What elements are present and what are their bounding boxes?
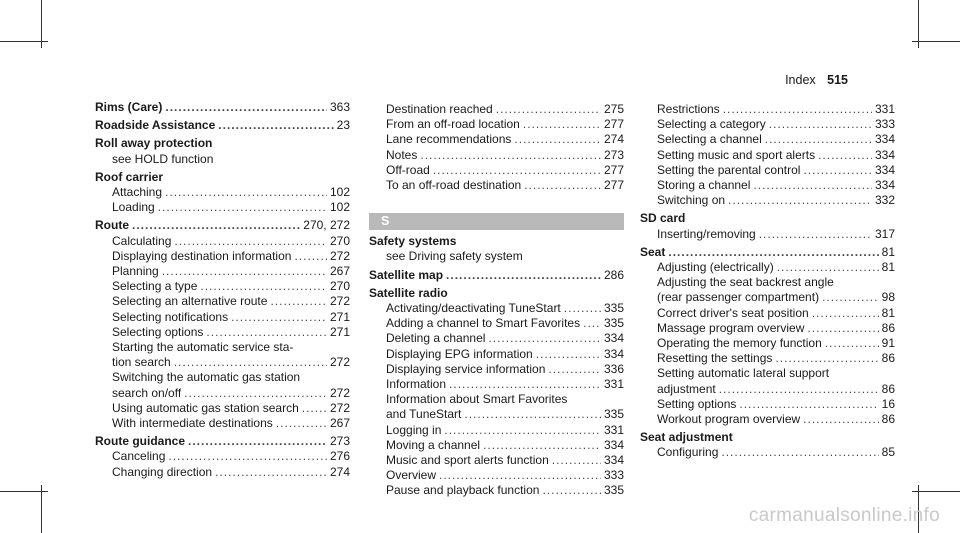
index-term [95,118,350,133]
entry-text: Switching the automatic gas station [112,370,301,385]
dot-leader [162,264,327,279]
dot-leader [721,445,878,460]
index-subentry [369,132,624,147]
entry-text: Workout program overview [657,412,801,427]
page-ref[interactable]: 334 [874,178,895,193]
entry-text: Selecting a type [112,279,198,294]
index-subentry [95,465,350,480]
entry-text: Destination reached [386,102,493,116]
entry-text: Moving a channel [386,437,481,452]
page-ref[interactable]: 272 [329,385,350,400]
entry-text: With intermediate destinations [112,416,273,431]
entry-text: Setting the parental control [657,162,801,177]
entry-text: Adjusting (electrically) [657,260,774,275]
entry-text: Notes [386,147,418,162]
entry-text: Satellite map [369,267,444,282]
entry-text: Lane recommendations [386,132,512,147]
entry-text: Restrictions [657,102,720,116]
page-ref[interactable]: 272 [329,400,350,415]
index-term [640,211,895,226]
dot-leader [444,423,601,438]
page-ref[interactable]: 86 [881,320,895,335]
page-ref[interactable]: 267 [329,264,350,279]
dot-leader [276,416,327,431]
page-ref[interactable]: 16 [881,396,895,411]
entry-text: Canceling [112,449,166,464]
page-ref[interactable]: 334 [603,453,624,468]
index-subentry [640,290,895,305]
page-ref[interactable]: 270 [329,233,350,248]
entry-text: Roof carrier [95,169,164,184]
dot-leader [218,118,333,133]
page-ref[interactable]: 286 [603,267,624,282]
index-subentry [95,310,350,325]
index-subentry [369,249,624,264]
index-column-3 [640,102,895,461]
page-ref[interactable]: 331 [874,102,895,116]
index-subentry [95,185,350,200]
page-header [785,73,848,87]
dot-leader [483,438,601,453]
index-subentry [95,294,350,309]
dot-leader [803,412,878,427]
dot-leader [548,362,601,377]
index-subentry [369,453,624,468]
entry-text: Correct driver's seat position [657,305,809,320]
index-term [95,100,350,115]
header-label: Index [785,73,816,87]
crop-mark [0,41,48,42]
page-ref[interactable]: 331 [603,377,624,392]
index-term [369,234,624,249]
index-subentry [95,386,350,401]
dot-leader [524,178,601,193]
entry-text: Overview [386,468,437,483]
entry-text: Displaying destination information [112,248,292,263]
entry-text: tion search [112,355,171,370]
dot-leader [803,163,872,178]
page-ref[interactable]: 277 [603,117,624,132]
index-subentry [640,412,895,427]
entry-text: Route [95,218,129,233]
page-ref[interactable]: 270, 272 [303,218,350,233]
page-ref[interactable]: 272 [329,355,350,370]
index-subentry [95,264,350,279]
index-subentry [369,483,624,498]
index-subentry [369,392,624,407]
page-ref[interactable]: 272 [329,294,350,309]
page-ref[interactable]: 331 [603,422,624,437]
page-ref[interactable]: 333 [603,468,624,483]
entry-text: Rims (Care) [95,100,163,114]
index-subentry [369,163,624,178]
entry-text: Setting options [657,396,737,411]
page-ref[interactable]: 23 [336,118,350,133]
page-ref[interactable]: 277 [603,162,624,177]
dot-leader [514,132,601,147]
index-subentry [640,102,895,117]
page-ref[interactable]: 91 [881,336,895,351]
index-subentry [640,178,895,193]
page-ref[interactable]: 274 [603,132,624,147]
index-subentry [95,355,350,370]
dot-leader [464,407,601,422]
dot-leader [206,325,327,340]
index-subentry [369,102,624,117]
page-ref[interactable]: 334 [874,147,895,162]
dot-leader [564,301,601,316]
index-term [95,218,350,233]
dot-leader [439,468,601,483]
dot-leader [765,132,872,147]
page-ref[interactable]: 334 [603,331,624,346]
dot-leader [231,310,327,325]
index-subentry [640,306,895,321]
entry-text: Inserting/removing [657,226,756,241]
index-subentry [369,407,624,422]
index-subentry [95,416,350,431]
entry-text: Setting automatic lateral support [657,366,830,381]
index-term [95,434,350,449]
page-ref[interactable]: 102 [329,185,350,200]
dot-leader [165,100,327,115]
index-subentry [640,351,895,366]
index-subentry [640,321,895,336]
entry-text: Planning [112,264,159,279]
index-term [640,430,895,445]
entry-text: Switching on [657,193,726,208]
page-ref[interactable]: 335 [603,483,624,498]
index-subentry [640,260,895,275]
entry-text: Selecting notifications [112,309,229,324]
index-subentry [369,377,624,392]
entry-text: Seat [640,244,666,259]
entry-text: Setting music and sport alerts [657,147,816,162]
index-subentry [95,279,350,294]
page-ref[interactable]: 274 [329,464,350,479]
dot-leader [496,102,601,117]
dot-leader [759,227,872,242]
page-ref[interactable]: 98 [881,290,895,305]
entry-text: Adding a channel to Smart Favorites [386,316,581,331]
index-term [95,170,350,185]
page-ref[interactable]: 334 [874,132,895,147]
entry-text: (rear passenger compartment) [657,290,820,305]
entry-text: Information about Smart Favorites [386,392,568,407]
index-subentry [95,370,350,385]
entry-text: Pause and playback function [386,483,540,498]
index-subentry [640,193,895,208]
index-subentry [369,117,624,132]
dot-leader [158,200,327,215]
dot-leader [302,401,327,416]
dot-leader [132,218,300,233]
dot-leader [270,294,327,309]
entry-text: Route guidance [95,434,186,449]
entry-text: Using automatic gas station search [112,400,299,415]
index-subentry [95,200,350,215]
page-ref[interactable]: 275 [603,102,624,116]
entry-text: Activating/deactivating TuneStart [386,301,561,316]
index-subentry [369,331,624,346]
dot-leader [420,148,601,163]
entry-text: Calculating [112,233,172,248]
page-ref[interactable]: 273 [603,147,624,162]
page-ref[interactable]: 276 [329,449,350,464]
index-subentry [369,178,624,193]
dot-leader [168,449,327,464]
page-ref[interactable]: 86 [881,381,895,396]
dot-leader [728,193,872,208]
index-subentry [95,449,350,464]
page-ref[interactable]: 332 [874,193,895,208]
entry-text: Selecting options [112,324,204,339]
dot-leader [184,386,327,401]
dot-leader [777,260,879,275]
dot-leader [739,397,878,412]
entry-text: Changing direction [112,464,213,479]
entry-text: see Driving safety system [386,249,523,264]
entry-text: Information [386,377,447,392]
entry-text: Satellite radio [369,285,448,300]
index-subentry [369,148,624,163]
dot-leader [488,331,601,346]
page-ref[interactable]: 85 [881,445,895,460]
page-ref[interactable]: 86 [881,351,895,366]
index-term [369,286,624,301]
page-ref[interactable]: 273 [329,434,350,449]
index-term [95,136,350,151]
entry-text: Attaching [112,185,163,200]
dot-leader [536,347,601,362]
entry-text: Operating the memory function [657,336,822,351]
index-subentry [640,132,895,147]
index-subentry [640,397,895,412]
dot-leader [723,102,872,117]
index-subentry [95,340,350,355]
dot-leader [188,434,327,449]
entry-text: SD card [640,211,686,226]
dot-leader [446,268,601,283]
dot-leader [583,316,601,331]
dot-leader [449,377,601,392]
page-ref[interactable]: 336 [603,361,624,376]
entry-text: Starting the automatic service sta- [112,340,294,355]
crop-mark [41,485,42,533]
dot-leader [818,148,872,163]
dot-leader [822,290,879,305]
entry-text: Seat adjustment [640,430,733,445]
index-subentry [369,362,624,377]
dot-leader [769,117,872,132]
page-ref[interactable]: 270 [329,279,350,294]
page-ref[interactable]: 335 [603,316,624,331]
page-ref[interactable]: 333 [874,117,895,132]
entry-text: Selecting an alternative route [112,294,268,309]
crop-mark [0,491,48,492]
page-ref[interactable]: 317 [874,226,895,241]
index-subentry [369,438,624,453]
dot-leader [775,351,878,366]
entry-text: Music and sport alerts function [386,453,549,468]
dot-leader [719,382,879,397]
crop-mark [912,491,960,492]
page-ref[interactable]: 272 [329,248,350,263]
index-subentry [95,401,350,416]
page-ref[interactable]: 271 [329,324,350,339]
dot-leader [523,117,601,132]
page-number: 515 [827,73,848,87]
entry-text: Roadside Assistance [95,118,216,133]
entry-text: search on/off [112,385,182,400]
index-subentry [95,249,350,264]
page-ref[interactable]: 81 [881,244,895,259]
index-subentry [640,275,895,290]
entry-text: adjustment [657,381,716,396]
dot-leader [165,185,327,200]
entry-text: see HOLD function [112,151,214,166]
entry-text: Logging in [386,422,442,437]
index-subentry [95,234,350,249]
entry-text: Selecting a channel [657,132,762,147]
index-subentry [95,325,350,340]
entry-text: Adjusting the seat backrest angle [657,275,834,290]
page-ref[interactable]: 102 [329,200,350,215]
page-ref[interactable]: 271 [329,309,350,324]
dot-leader [812,306,879,321]
index-subentry [640,117,895,132]
index-subentry [640,163,895,178]
entry-text: and TuneStart [386,407,462,422]
index-subentry [95,152,350,167]
dot-leader [552,453,601,468]
index-term [640,245,895,260]
index-column-2 [369,102,624,499]
page-ref[interactable]: 335 [603,407,624,422]
index-subentry [640,227,895,242]
page-ref[interactable]: 81 [881,260,895,275]
page-ref[interactable]: 277 [603,178,624,193]
entry-text: Displaying service information [386,361,546,376]
index-column-1 [95,100,350,480]
dot-leader [753,178,872,193]
dot-leader [215,465,327,480]
entry-text: Roll away protection [95,136,213,151]
index-subentry [640,336,895,351]
entry-text: Deleting a channel [386,331,486,346]
entry-text: Massage program overview [657,320,805,335]
entry-text: Resetting the settings [657,351,773,366]
dot-leader [825,336,879,351]
page-ref[interactable]: 334 [874,162,895,177]
page-ref[interactable]: 334 [603,437,624,452]
entry-text: Configuring [657,445,719,460]
page-ref[interactable]: 81 [881,305,895,320]
crop-mark [912,41,960,42]
dot-leader [807,321,878,336]
index-term [369,268,624,283]
index-subentry [640,366,895,381]
section-header: S [369,213,624,230]
entry-text: To an off-road destination [386,178,522,193]
index-subentry [369,347,624,362]
entry-text: Loading [112,200,155,215]
page-ref[interactable]: 86 [881,412,895,427]
entry-text: Displaying EPG information [386,346,533,361]
dot-leader [668,245,878,260]
dot-leader [174,234,327,249]
index-subentry [640,445,895,460]
page-ref[interactable]: 334 [603,346,624,361]
dot-leader [542,483,601,498]
page-ref[interactable]: 267 [329,416,350,431]
page-ref[interactable]: 363 [329,100,350,114]
dot-leader [200,279,327,294]
dot-leader [433,163,601,178]
index-subentry [640,382,895,397]
index-subentry [369,423,624,438]
index-subentry [369,301,624,316]
index-subentry [369,468,624,483]
dot-leader [294,249,327,264]
entry-text: Safety systems [369,234,457,249]
watermark: carmanualsonline.info [748,505,940,526]
entry-text: Selecting a category [657,117,766,132]
index-subentry [369,316,624,331]
dot-leader [174,355,327,370]
page-ref[interactable]: 335 [603,301,624,316]
entry-text: Off-road [386,162,430,177]
index-subentry [640,148,895,163]
entry-text: From an off-road location [386,117,520,132]
entry-text: Storing a channel [657,178,751,193]
